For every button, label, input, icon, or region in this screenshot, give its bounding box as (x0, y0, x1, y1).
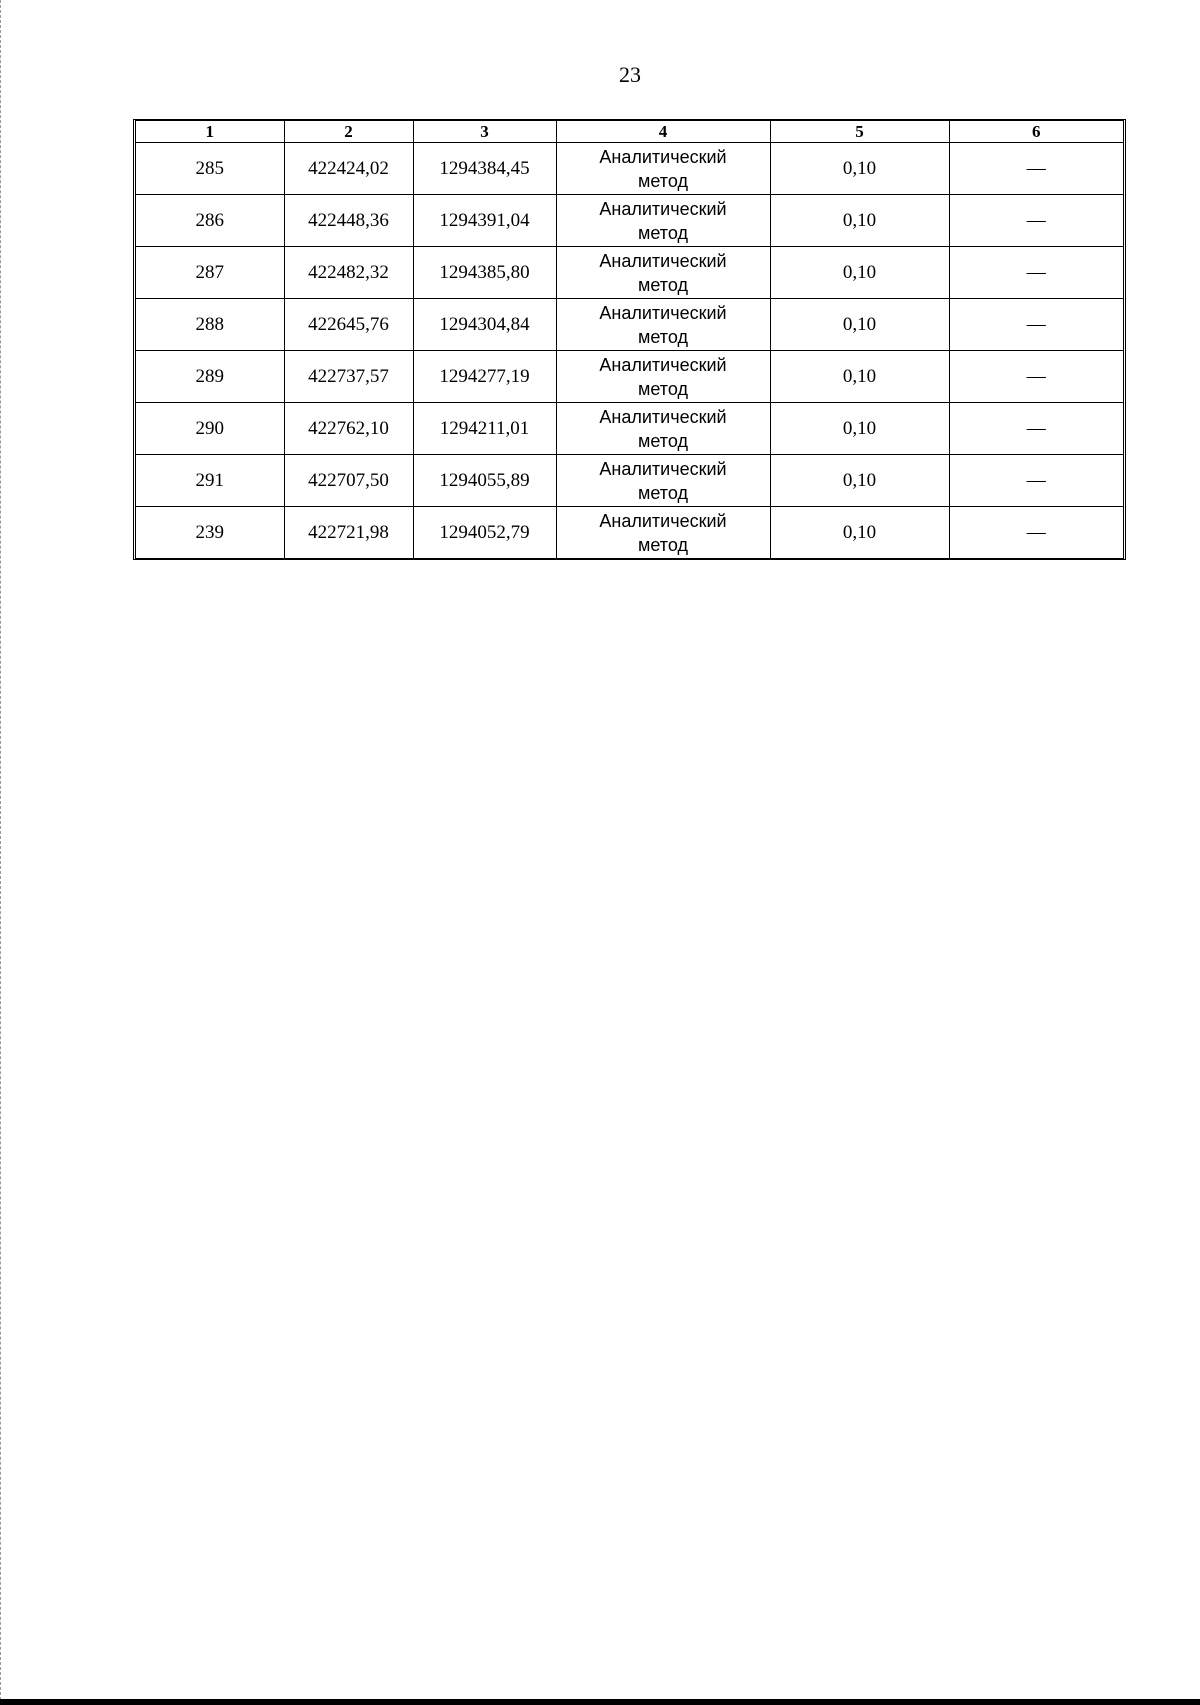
x-coordinate-cell: 422424,02 (284, 143, 413, 195)
method-line-2: метод (638, 482, 688, 503)
y-coordinate-cell: 1294304,84 (413, 299, 556, 351)
table-row (136, 507, 1123, 559)
y-coordinate-cell: 1294277,19 (413, 351, 556, 403)
accuracy-cell: 0,10 (770, 247, 949, 299)
column-header-3: 3 (413, 121, 556, 143)
column-header-4: 4 (556, 121, 770, 143)
page-number: 23 (619, 62, 641, 87)
x-coordinate-cell: 422448,36 (284, 195, 413, 247)
column-header-1: 1 (136, 121, 284, 143)
method-line-1: Аналитический (599, 510, 727, 531)
x-coordinate-cell: 422721,98 (284, 507, 413, 559)
accuracy-cell: 0,10 (770, 143, 949, 195)
description-cell: — (949, 195, 1123, 247)
scan-bottom-edge (0, 1699, 1200, 1705)
method-cell (556, 299, 770, 351)
method-line-2: метод (638, 274, 688, 295)
table-row (136, 247, 1123, 299)
x-coordinate-cell: 422707,50 (284, 455, 413, 507)
y-coordinate-cell: 1294052,79 (413, 507, 556, 559)
point-number-cell: 286 (136, 195, 284, 247)
accuracy-cell: 0,10 (770, 351, 949, 403)
accuracy-cell: 0,10 (770, 299, 949, 351)
method-line-1: Аналитический (599, 406, 727, 427)
description-cell: — (949, 403, 1123, 455)
method-line-2: метод (638, 430, 688, 451)
scan-left-edge (0, 0, 3, 1705)
point-number-cell: 287 (136, 247, 284, 299)
y-coordinate-cell: 1294055,89 (413, 455, 556, 507)
table-row (136, 299, 1123, 351)
method-line-2: метод (638, 326, 688, 347)
y-coordinate-cell: 1294384,45 (413, 143, 556, 195)
method-line-1: Аналитический (599, 198, 727, 219)
method-line-1: Аналитический (599, 302, 727, 323)
table-row (136, 195, 1123, 247)
description-cell: — (949, 247, 1123, 299)
method-line-2: метод (638, 378, 688, 399)
table-row (136, 143, 1123, 195)
point-number-cell: 239 (136, 507, 284, 559)
coordinates-table (136, 121, 1123, 558)
method-cell (556, 455, 770, 507)
method-cell (556, 195, 770, 247)
table-row (136, 403, 1123, 455)
method-line-1: Аналитический (599, 458, 727, 479)
y-coordinate-cell: 1294391,04 (413, 195, 556, 247)
accuracy-cell: 0,10 (770, 403, 949, 455)
y-coordinate-cell: 1294385,80 (413, 247, 556, 299)
description-cell: — (949, 455, 1123, 507)
description-cell: — (949, 299, 1123, 351)
column-header-2: 2 (284, 121, 413, 143)
point-number-cell: 288 (136, 299, 284, 351)
method-line-2: метод (638, 534, 688, 555)
table-header-row (136, 121, 1123, 143)
point-number-cell: 291 (136, 455, 284, 507)
method-line-1: Аналитический (599, 146, 727, 167)
x-coordinate-cell: 422482,32 (284, 247, 413, 299)
point-number-cell: 289 (136, 351, 284, 403)
accuracy-cell: 0,10 (770, 507, 949, 559)
method-cell (556, 143, 770, 195)
description-cell: — (949, 351, 1123, 403)
coordinates-table-frame (133, 119, 1126, 560)
accuracy-cell: 0,10 (770, 455, 949, 507)
method-line-2: метод (638, 170, 688, 191)
column-header-6: 6 (949, 121, 1123, 143)
column-header-5: 5 (770, 121, 949, 143)
point-number-cell: 290 (136, 403, 284, 455)
method-cell (556, 403, 770, 455)
x-coordinate-cell: 422645,76 (284, 299, 413, 351)
method-cell (556, 507, 770, 559)
method-line-1: Аналитический (599, 250, 727, 271)
table-row (136, 351, 1123, 403)
table-row (136, 455, 1123, 507)
method-line-2: метод (638, 222, 688, 243)
method-line-1: Аналитический (599, 354, 727, 375)
x-coordinate-cell: 422762,10 (284, 403, 413, 455)
description-cell: — (949, 507, 1123, 559)
y-coordinate-cell: 1294211,01 (413, 403, 556, 455)
method-cell (556, 247, 770, 299)
x-coordinate-cell: 422737,57 (284, 351, 413, 403)
description-cell: — (949, 143, 1123, 195)
accuracy-cell: 0,10 (770, 195, 949, 247)
point-number-cell: 285 (136, 143, 284, 195)
method-cell (556, 351, 770, 403)
